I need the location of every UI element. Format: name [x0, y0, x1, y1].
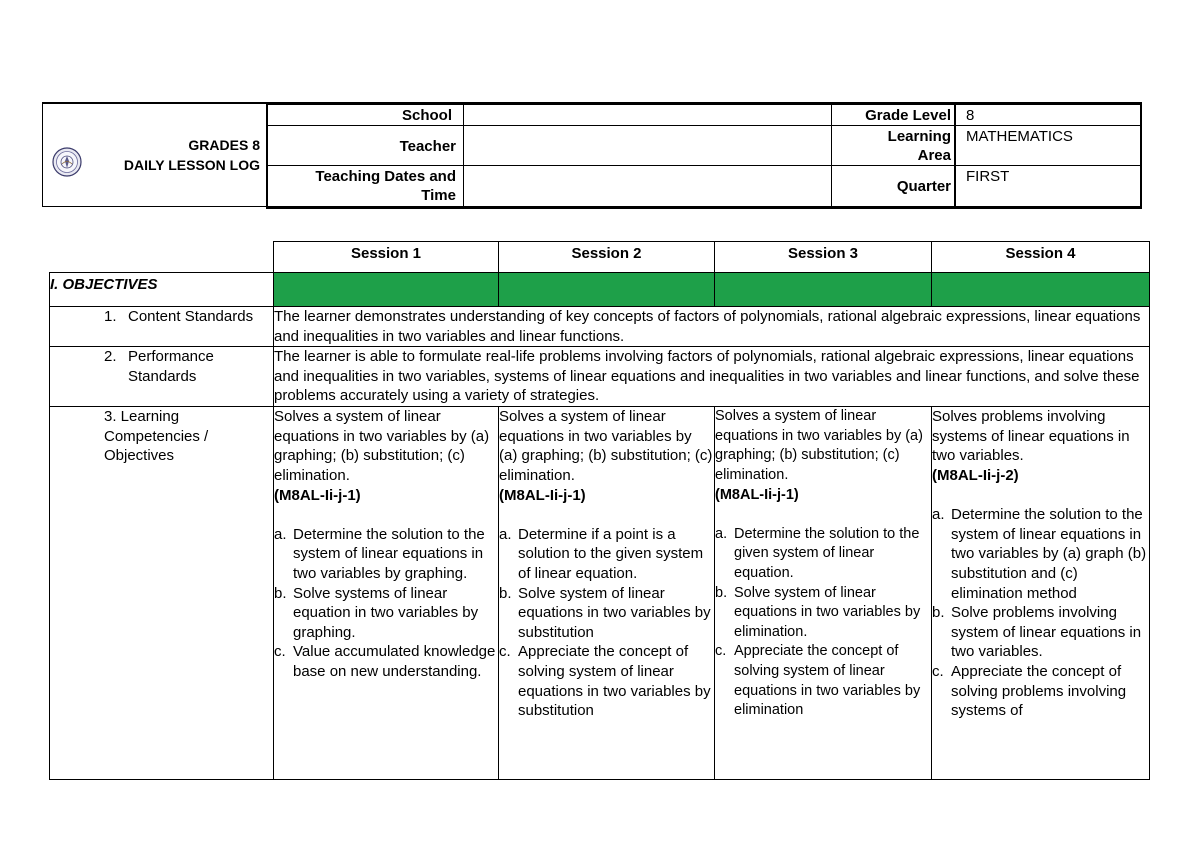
- header-divider-label: [463, 104, 464, 207]
- learning-area-value: MATHEMATICS: [966, 128, 1073, 145]
- header-top-border: [268, 102, 1142, 105]
- title-line-1: GRADES 8: [188, 137, 260, 153]
- objectives-session-3-fill: [715, 273, 932, 307]
- list-item: a. Determine the solution to the system of linear equations in two variables by graphing.: [274, 525, 485, 582]
- list-item: c. Appreciate the concept of solving problems involving systems of: [932, 662, 1127, 720]
- lesson-log-title: [84, 135, 260, 175]
- header-bottom-border: [266, 206, 1142, 209]
- performance-standards-text: The learner is able to formulate real-life problems involving factors of polynomials, rational algebraic expressions, linear equations and inequalities in two variables, systems of linear equations and inequalities in two variables and linear functions, and solve these problems accurately using a variety of strategies.: [274, 347, 1150, 407]
- teacher-label: Teacher: [399, 138, 456, 155]
- quarter-label: Quarter: [896, 178, 951, 195]
- grade-level-label: Grade Level: [865, 107, 951, 124]
- list-item: b. Solve system of linear equations in two variables by elimination.: [715, 584, 921, 640]
- header-blank-cell: [50, 242, 274, 273]
- header-divider-value: [954, 104, 956, 207]
- objectives-session-2-fill: [499, 273, 715, 307]
- list-item: a. Determine if a point is a solution to the given system of linear equation.: [499, 525, 704, 582]
- session-3-competencies: Solves a system of linear equations in two variables by (a) graphing; (b) substitution; (c) elimination. (M8AL-Ii-j-1) a. Determine the solution to the given system of linear equation. b. Solve system of linear equations in two variables by elimination. c. Appreciate the concept of solving system of linear equations in two variables by elimination: [715, 407, 932, 780]
- header-right-border: [1140, 102, 1142, 209]
- session-3-header: Session 3: [715, 242, 932, 273]
- list-item: c. Appreciate the concept of solving system of linear equations in two variables by substitution: [499, 643, 711, 720]
- content-standards-label: 1. Content Standards: [50, 307, 274, 347]
- competencies-row: [50, 407, 1150, 780]
- title-line-2: DAILY LESSON LOG: [123, 157, 260, 173]
- content-standards-row: [50, 307, 1150, 347]
- header-divider-left: [266, 102, 268, 209]
- header-divider-middle: [831, 104, 832, 207]
- teaching-dates-label: Teaching Dates and Time: [315, 168, 456, 204]
- objectives-table: [49, 241, 1150, 780]
- objectives-session-1-fill: [274, 273, 499, 307]
- quarter-value: FIRST: [966, 168, 1010, 185]
- list-item: b. Solve problems involving system of linear equations in two variables.: [932, 604, 1142, 661]
- sessions-header-row: [50, 242, 1150, 273]
- objectives-heading: I. OBJECTIVES: [50, 273, 274, 307]
- list-item: c. Value accumulated knowledge base on new understanding.: [274, 643, 496, 680]
- objectives-session-4-fill: [932, 273, 1150, 307]
- session-2-header: Session 2: [499, 242, 715, 273]
- session-1-competencies: Solves a system of linear equations in two variables by (a) graphing; (b) substitution; (c) elimination. (M8AL-Ii-j-1) a. Determine the solution to the system of linear equations in two variables by graphing. b. Solve systems of linear equation in two variables by graphing. c. Value accumulated knowledge base on new understanding.: [274, 407, 499, 780]
- content-standards-text: The learner demonstrates understanding of key concepts of factors of polynomials, rational algebraic expressions, linear equations and inequalities in two variables and linear functions.: [274, 307, 1150, 347]
- header-row-line-2: [268, 165, 1142, 166]
- objectives-row: [50, 273, 1150, 307]
- list-item: a. Determine the solution to the given system of linear equation.: [715, 525, 920, 581]
- list-item: a. Determine the solution to the system of linear equations in two variables by (a) graph (b) substitution and (c) elimination method: [932, 506, 1147, 602]
- school-label: School: [401, 107, 452, 124]
- performance-standards-label: 2. Performance Standards: [50, 347, 274, 407]
- list-item: c. Appreciate the concept of solving system of linear equations in two variables by elimination: [715, 643, 921, 719]
- session-4-competencies: Solves problems involving systems of linear equations in two variables. (M8AL-Ii-j-2) a. Determine the solution to the system of linear equations in two variables by (a) graph (b) substitution and (c) elimination method b. Solve problems involving system of linear equations in two variables. c. Appreciate the concept of solving problems involving systems of: [932, 407, 1150, 780]
- list-item: b. Solve systems of linear equation in two variables by graphing.: [274, 584, 479, 641]
- performance-standards-row: [50, 347, 1150, 407]
- session-4-header: Session 4: [932, 242, 1150, 273]
- grade-level-value: 8: [966, 107, 975, 124]
- session-1-header: Session 1: [274, 242, 499, 273]
- competencies-label: 3. Learning Competencies / Objectives: [50, 407, 274, 780]
- learning-area-label: Learning Area: [887, 128, 951, 164]
- deped-seal-icon: [52, 147, 82, 177]
- header-row-line-1: [268, 125, 1142, 126]
- session-2-competencies: Solves a system of linear equations in two variables by (a) graphing; (b) substitution; (c) elimination. (M8AL-Ii-j-1) a. Determine if a point is a solution to the given system of linear equation. b. Solve system of linear equations in two variables by substitution c. Appreciate the concept of solving system of linear equations in two variables by substitution: [499, 407, 715, 780]
- list-item: b. Solve system of linear equations in two variables by substitution: [499, 584, 711, 641]
